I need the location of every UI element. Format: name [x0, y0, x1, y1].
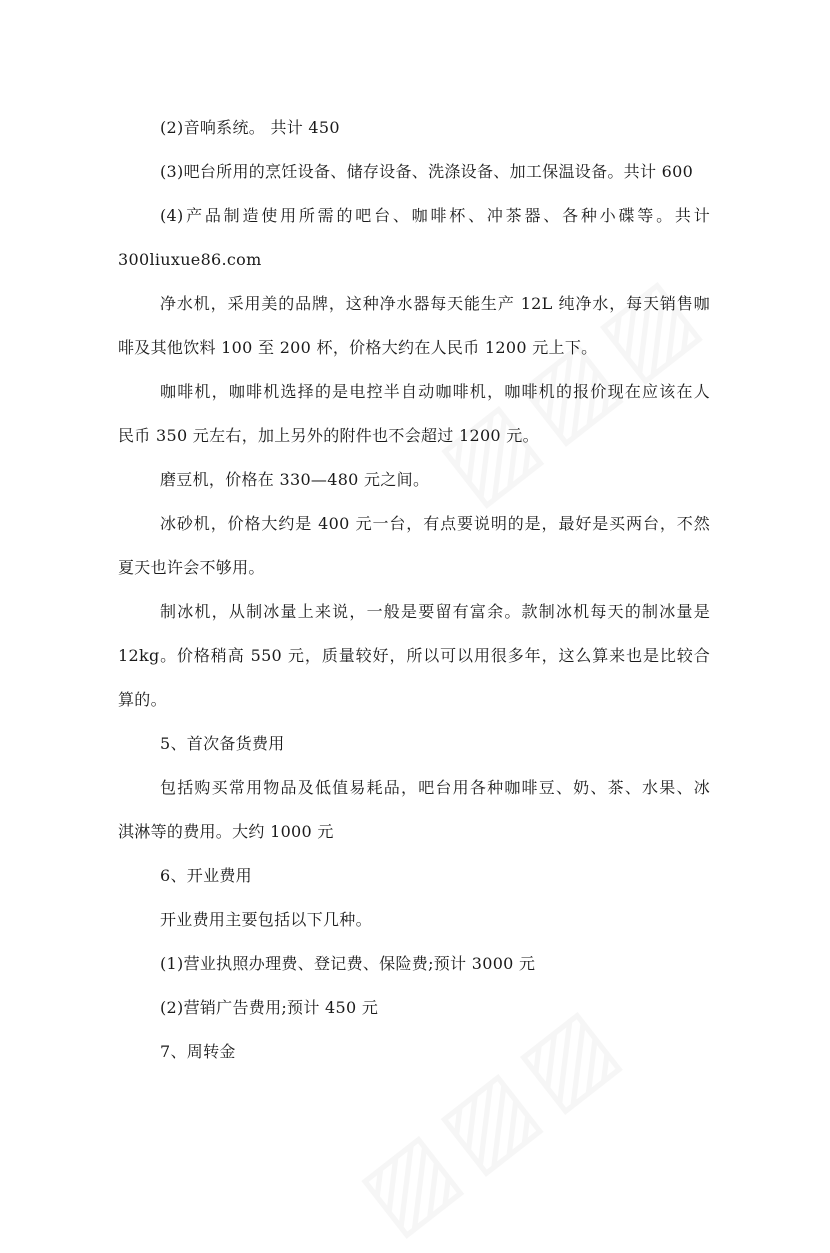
text-line: 夏天也许会不够用。: [118, 558, 265, 577]
text-line: 啡及其他饮料 100 至 200 杯，价格大约在人民币 1200 元上下。: [118, 338, 598, 357]
text-line: 咖啡机，咖啡机选择的是电控半自动咖啡机，咖啡机的报价现在应该在人: [160, 382, 710, 401]
text-line: (2)营销广告费用;预计 450 元: [160, 998, 379, 1017]
text-line: 包括购买常用物品及低值易耗品，吧台用各种咖啡豆、奶、茶、水果、冰: [160, 778, 710, 797]
text-line: 算的。: [118, 690, 167, 709]
text-line: 300liuxue86.com: [118, 250, 262, 269]
text-line: 净水机，采用美的品牌，这种净水器每天能生产 12L 纯净水，每天销售咖: [160, 294, 710, 313]
text-line: 12kg。价格稍高 550 元，质量较好，所以可以用很多年，这么算来也是比较合: [118, 646, 710, 665]
text-line: 淇淋等的费用。大约 1000 元: [118, 822, 334, 841]
text-line: 开业费用主要包括以下几种。: [160, 910, 372, 929]
text-line: 冰砂机，价格大约是 400 元一台，有点要说明的是，最好是买两台，不然: [160, 514, 710, 533]
document-body: [118, 106, 710, 1074]
text-line: (4)产品制造使用所需的吧台、咖啡杯、冲茶器、各种小碟等。共计: [160, 206, 710, 225]
section-heading: 5、首次备货费用: [160, 734, 285, 753]
text-line: 民币 350 元左右，加上另外的附件也不会超过 1200 元。: [118, 426, 539, 445]
section-heading: 7、周转金: [160, 1042, 236, 1061]
text-line: (3)吧台所用的烹饪设备、储存设备、洗涤设备、加工保温设备。共计 600: [160, 162, 694, 181]
text-line: (2)音响系统。 共计 450: [160, 118, 340, 137]
text-line: 制冰机，从制冰量上来说，一般是要留有富余。款制冰机每天的制冰量是: [160, 602, 710, 621]
text-line: (1)营业执照办理费、登记费、保险费;预计 3000 元: [160, 954, 536, 973]
section-heading: 6、开业费用: [160, 866, 252, 885]
text-line: 磨豆机，价格在 330—480 元之间。: [160, 470, 430, 489]
